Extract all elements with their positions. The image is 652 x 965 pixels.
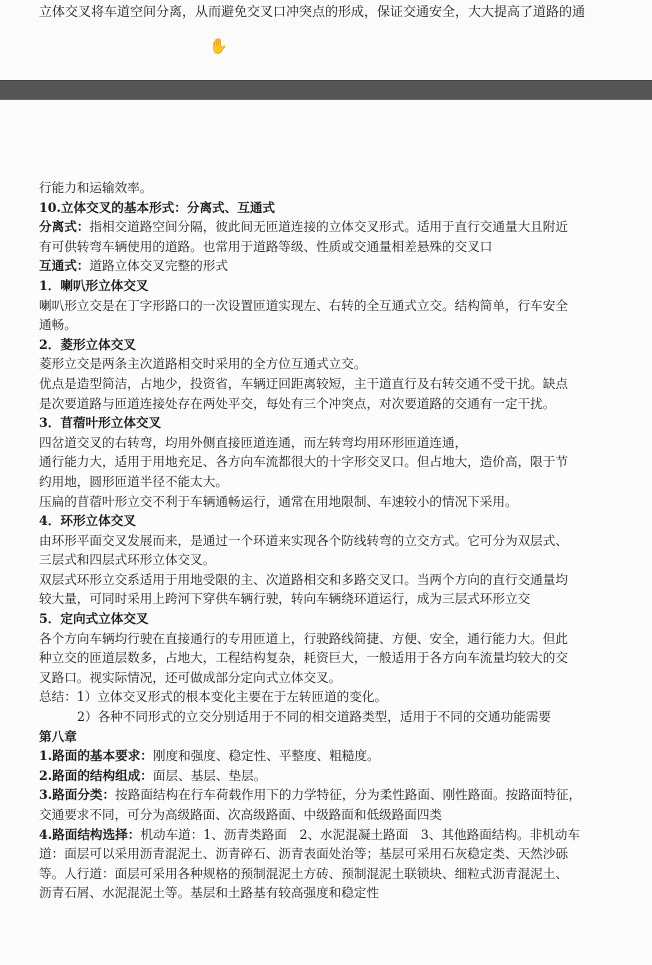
line-text: 约用地，圆形匝道半径不能太大。 <box>39 473 228 489</box>
line-text: 喇叭形立交是在丁字形路口的一次设置匝道实现左、右转的全互通式立交。结构简单，行车安全 <box>39 297 568 313</box>
text-line <box>39 335 619 355</box>
bold-label: 互通式： <box>39 258 90 274</box>
bold-label: 第八章 <box>39 728 77 744</box>
line-text: 菱形立交是两条主次道路相交时采用的全方位互通式立交。 <box>39 356 367 372</box>
text-line <box>39 413 619 433</box>
text-line <box>39 668 619 688</box>
hand-cursor-icon: ✋ <box>209 37 228 55</box>
line-text: 四岔道交叉的右转弯，均用外侧直接匝道连通，而左转弯均用环形匝道连通， <box>39 434 468 450</box>
text-line <box>39 609 619 629</box>
bold-label: 1.路面的基本要求： <box>39 748 153 764</box>
text-line <box>39 648 619 668</box>
text-line <box>39 256 619 276</box>
line-text: 按路面结构在行车荷载作用下的力学特征，分为柔性路面、刚性路面。按路面特征， <box>115 787 582 803</box>
text-line <box>39 472 619 492</box>
text-line <box>39 217 619 237</box>
line-text: 刚度和强度、稳定性、平整度、粗糙度。 <box>152 748 380 764</box>
line-text: 三层式和四层式环形立体交叉。 <box>39 552 216 568</box>
text-line <box>39 354 619 374</box>
text-line <box>39 178 619 198</box>
line-text: 等。人行道：面层可采用各种规格的预制混泥土方砖、预制混泥土联锁块、细粒式沥青混泥土、 <box>39 865 568 881</box>
text-line <box>39 276 619 296</box>
text-line <box>39 492 619 512</box>
bold-label: 3.路面分类： <box>39 787 116 803</box>
text-line <box>39 296 619 316</box>
page-divider <box>0 80 652 100</box>
bold-label: 3．苜蓿叶形立体交叉 <box>39 415 162 431</box>
bold-label: 4．环形立体交叉 <box>39 513 136 529</box>
text-line <box>39 570 619 590</box>
text-line <box>39 883 619 903</box>
line-text: 机动车道：1、沥青类路面 2、水泥混凝土路面 3、其他路面结构。非机动车 <box>140 826 580 842</box>
text-line <box>39 511 619 531</box>
text-line <box>39 394 619 414</box>
text-line <box>39 452 619 472</box>
bold-label: 2．菱形立体交叉 <box>39 336 136 352</box>
line-text: 各个方向车辆均行驶在直接通行的专用匝道上，行驶路线简捷、方便、安全，通行能力大。但此 <box>39 630 568 646</box>
line-text: 交通要求不同，可分为高级路面、次高级路面、中级路面和低级路面四类 <box>39 807 442 822</box>
text-line <box>39 844 619 864</box>
text-line <box>39 374 619 394</box>
line-text: 叉路口。视实际情况，还可做成部分定向式立体交叉。 <box>39 669 342 685</box>
line-text: 种立交的匝道层数多，占地大，工程结构复杂，耗资巨大，一般适用于各方向车流量均较大的交 <box>39 650 568 666</box>
line-text: 面层、基层、垫层。 <box>152 767 267 783</box>
text-line <box>39 727 619 747</box>
line-text: 通行能力大，适用于用地充足、各方向车流都很大的十字形交叉口。但占地大，造价高，限于节 <box>39 454 568 470</box>
line-text: 行能力和运输效率。 <box>39 180 153 195</box>
bold-label: 1．喇叭形立体交叉 <box>39 277 149 293</box>
text-line <box>39 825 619 845</box>
text-line <box>39 746 619 766</box>
text-line <box>39 531 619 551</box>
text-line <box>39 864 619 884</box>
text-line <box>39 629 619 649</box>
line-text: 较大量，可同时采用上跨河下穿供车辆行驶，转向车辆绕环道运行，成为三层式环形立交 <box>39 591 531 607</box>
bold-label: 10.立体交叉的基本形式：分离式、互通式 <box>39 199 276 215</box>
line-text: 由环形平面交叉发展而来，是通过一个环道来实现各个防线转弯的立交方式。它可分为双层式、 <box>39 532 568 548</box>
previous-page-last-line: 立体交叉将车道空间分离，从而避免交叉口冲突点的形成，保证交通安全，大大提高了道路的通 <box>39 5 586 20</box>
line-text: 通畅。 <box>39 317 77 333</box>
text-line <box>39 687 619 707</box>
text-line <box>39 433 619 453</box>
line-text: 有可供转弯车辆使用的道路。也常用于道路等级、性质或交通量相差悬殊的交叉口 <box>39 238 493 254</box>
line-text: 总结：1）立体交叉形式的根本变化主要在于左转匝道的变化。 <box>39 689 388 705</box>
text-line <box>39 550 619 570</box>
line-text: 压扁的苜蓿叶形立交不利于车辆通畅运行，通常在用地限制、车速较小的情况下采用。 <box>39 493 518 509</box>
line-text: 双层式环形立交系适用于用地受限的主、次道路相交和多路交叉口。当两个方向的直行交通量均 <box>39 571 568 587</box>
line-text: 是次要道路与匝道连接处存在两处平交，每处有三个冲突点，对次要道路的交通有一定干扰。 <box>39 395 556 411</box>
line-text: 道路立体交叉完整的形式 <box>89 258 228 274</box>
line-text: 优点是造型简洁，占地少，投资省，车辆迂回距离较短，主干道直行及右转交通不受干扰。缺点 <box>39 375 568 391</box>
bold-label: 4.路面结构选择： <box>39 826 141 842</box>
text-line <box>39 198 619 218</box>
line-text: 2）各种不同形式的立交分别适用于不同的相交道路类型，适用于不同的交通功能需要 <box>77 709 551 725</box>
text-line <box>39 766 619 786</box>
line-text: 指相交道路空间分隔，彼此间无匝道连接的立体交叉形式。适用于直行交通量大且附近 <box>89 219 568 235</box>
text-line <box>39 707 619 727</box>
page-content <box>39 178 619 903</box>
text-line <box>39 315 619 335</box>
text-line <box>39 785 619 805</box>
line-text: 沥青石屑、水泥混泥土等。基层和土路基有较高强度和稳定性 <box>39 885 380 901</box>
bold-label: 5．定向式立体交叉 <box>39 611 149 627</box>
text-line <box>39 805 619 825</box>
bold-label: 2.路面的结构组成： <box>39 767 153 783</box>
text-line <box>39 237 619 257</box>
bold-label: 分离式： <box>39 219 90 235</box>
text-line <box>39 589 619 609</box>
line-text: 道：面层可以采用沥青混泥土、沥青碎石、沥青表面处治等；基层可采用石灰稳定类、天然沙砾 <box>39 846 568 862</box>
previous-page <box>0 0 652 80</box>
